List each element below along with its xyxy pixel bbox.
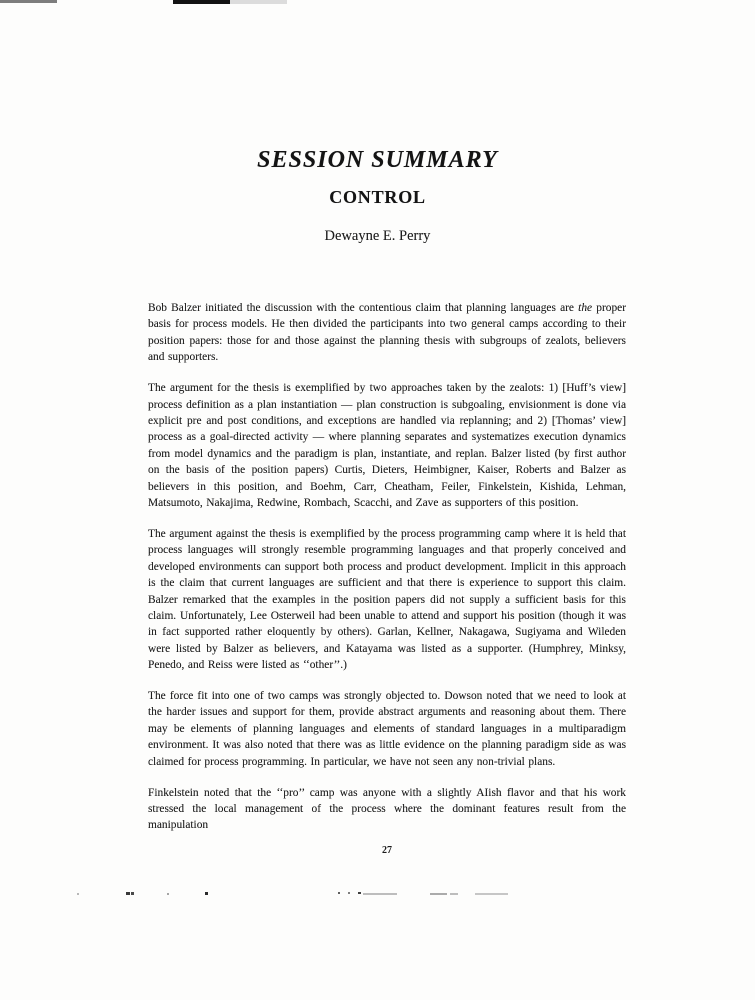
paragraph-3: The argument against the thesis is exemplified by the process programming camp where it is held that process languages will strongly resemble programming languages and that properly conceived and developed environments can support both process and product development. Implicit in this approach is the claim that current languages are sufficient and that there is experience to support this claim. Balzer remarked that the examples in the position papers did not supply a sufficient basis for this claim. Unfortunately, Lee Osterweil had been unable to attend and support his position (though it was in fact supported rather eloquently by others). Garlan, Kellner, Nakagawa, Sugiyama and Wileden were listed by Balzer as believers, and Katayama was listed as a supporter. (Humphrey, Minksy, Penedo, and Reiss were listed as ‘‘other’’.) — [148, 527, 626, 672]
scan-artifact — [173, 0, 230, 4]
scan-artifact — [338, 892, 340, 894]
scan-artifact — [358, 892, 361, 894]
paragraph-1-text: Bob Balzer initiated the discussion with the contentious claim that planning languages are — [148, 302, 579, 314]
scan-artifact — [475, 893, 508, 895]
paragraph-4: The force fit into one of two camps was strongly objected to. Dowson noted that we need to look at the harder issues and support for them, provide abstract arguments and reasoning about them. There may be elements of planning languages and elements of standard languages in a multiparadigm environment. It was also noted that there was as little evidence on the planning paradigm side as was claimed for process programming. In particular, we have not seen any non-trivial plans. — [148, 690, 626, 768]
page-number: 27 — [382, 845, 392, 856]
section-title: CONTROL — [329, 187, 426, 207]
paragraph-1-italic-word: the — [578, 302, 593, 314]
scan-artifact — [430, 893, 447, 895]
scan-artifact — [230, 0, 287, 4]
paragraph-1 — [148, 300, 626, 366]
scan-artifact — [126, 892, 130, 895]
body-text — [148, 300, 626, 834]
paragraph-2: The argument for the thesis is exemplified by two approaches taken by the zealots: 1) [Huff’s view] process definition as a plan instantiation — plan construction is subgoaling, envisionment is done via explicit pre and post conditions, and exceptions are handled via replanning; and 2) [Thomas’ view] process as a goal-directed activity — where planning separates and systematizes execution dynamics from model dynamics and the paradigm is plan, instantiate, and replan. Balzer listed (by first author on the basis of the position papers) Curtis, Dieters, Heimbigner, Kaiser, Roberts and Balzer as believers in this position, and Boehm, Carr, Cheatham, Feiler, Finkelstein, Kishida, Lehman, Matsumoto, Nakajima, Redwine, Rombach, Scacchi, and Zave as supporters of this position. — [148, 382, 626, 509]
scan-artifact — [450, 893, 458, 895]
scan-artifact — [205, 892, 208, 895]
paragraph-5: Finkelstein noted that the ‘‘pro’’ camp was anyone with a slightly AIish flavor and that his work stressed the local management of the process where the dominant features result from the manipulation — [148, 786, 626, 832]
scan-artifact — [131, 892, 134, 895]
author-name: Dewayne E. Perry — [324, 228, 431, 244]
page-title: SESSION SUMMARY — [257, 147, 498, 173]
paragraph-1-text-cont: proper basis for process models. He then divided the participants into two general camps according to their position papers: those for and those against the planning thesis with subgroups of zealots, believers and supporters. — [148, 302, 627, 364]
scan-artifact — [167, 893, 169, 895]
scan-artifact — [348, 892, 350, 894]
scan-artifact — [77, 893, 79, 895]
scan-artifact — [363, 893, 397, 895]
scan-artifact — [0, 0, 57, 3]
